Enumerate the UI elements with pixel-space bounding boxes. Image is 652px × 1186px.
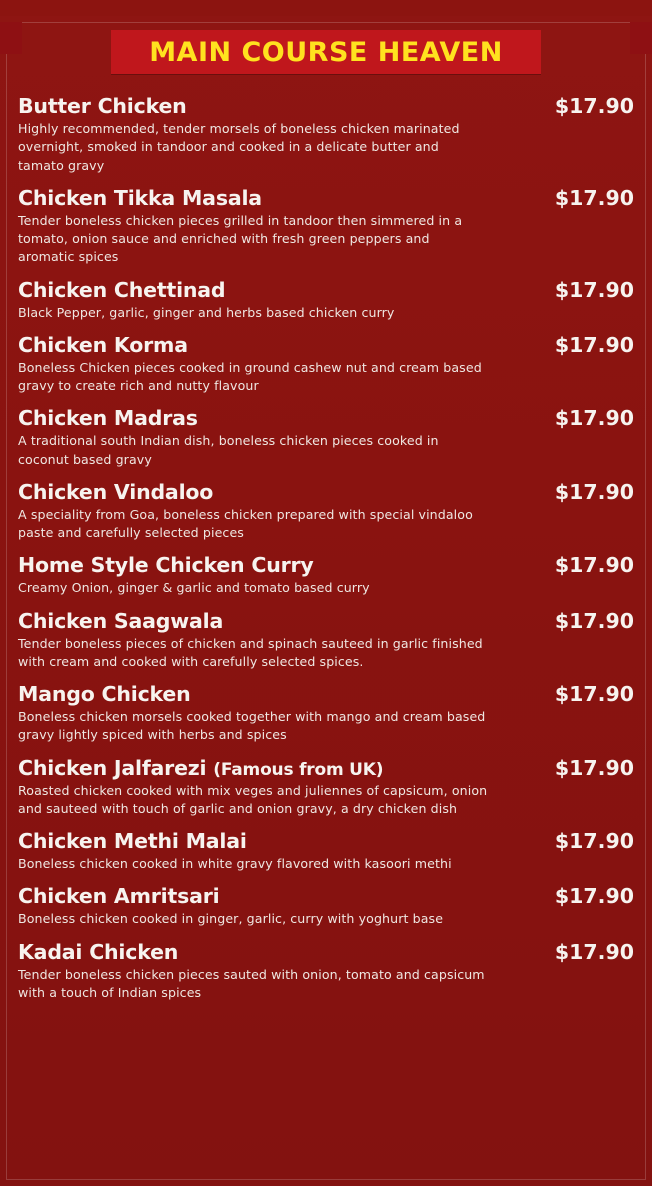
menu-item-name: Chicken Madras [18,406,198,431]
menu-item-price: $17.90 [554,682,634,706]
menu-item-description: Boneless chicken cooked in ginger, garlic, curry with yoghurt base [18,911,444,927]
menu-item-name-text: Chicken Jalfarezi [18,755,207,780]
menu-item-header [18,480,634,504]
menu-item [18,333,634,396]
menu-item-header [18,756,634,780]
menu-item-header [18,406,634,430]
menu-item-price: $17.90 [554,277,634,302]
menu-item-description: Tender boneless pieces of chicken and spinach sauteed in garlic finished with cream and cooked with carefully selected spices. [18,635,483,669]
menu-item-description: A speciality from Goa, boneless chicken prepared with special vindaloo paste and carefully selected pieces [18,506,473,540]
menu-item [18,480,634,543]
menu-item [18,884,634,928]
menu-item [18,186,634,267]
menu-item-price: $17.90 [554,553,634,578]
menu-item-price: $17.90 [554,479,634,504]
menu-item-name-note: (Famous from UK) [213,759,384,780]
menu-item-name: Chicken Vindaloo [18,479,214,504]
ribbon-tail-right-icon [630,22,652,54]
menu-item [18,278,634,322]
menu-item-name: Chicken Methi Malai [18,829,247,854]
menu-item [18,94,634,175]
banner-plate [111,30,541,74]
menu-item-name [18,757,383,780]
menu-item [18,829,634,873]
menu-item-description: Boneless chicken cooked in white gravy flavored with kasoori methi [18,856,452,872]
menu-item [18,756,634,819]
menu-item-header [18,829,634,853]
menu-item-price: $17.90 [554,608,634,633]
menu-item-header [18,940,634,964]
menu-item [18,609,634,672]
menu-item-price: $17.90 [554,755,634,780]
menu-item-description: A traditional south Indian dish, boneless chicken pieces cooked in coconut based gravy [18,433,439,467]
menu-item-description: Creamy Onion, ginger & garlic and tomato based curry [18,580,370,596]
menu-item-price: $17.90 [554,332,634,357]
menu-item [18,553,634,597]
menu-item-name: Chicken Korma [18,332,188,357]
menu-item-price: $17.90 [554,884,634,909]
menu-item-header [18,682,634,706]
menu-item-name: Chicken Chettinad [18,277,226,302]
menu-item-price: $17.90 [554,406,634,431]
menu-item-name: Kadai Chicken [18,939,179,964]
menu-item [18,406,634,469]
menu-item-description: Tender boneless chicken pieces sauted with onion, tomato and capsicum with a touch of Indian spices [18,966,485,1000]
section-title: MAIN COURSE HEAVEN [149,36,503,68]
menu-item-header [18,186,634,210]
section-banner [14,16,638,88]
menu-item-description: Boneless chicken morsels cooked together with mango and cream based gravy lightly spiced with herbs and spices [18,709,486,743]
menu-item-header [18,94,634,118]
menu-page [0,16,652,1186]
menu-item-name: Chicken Amritsari [18,884,220,909]
menu-item-price: $17.90 [554,939,634,964]
menu-item-price: $17.90 [554,94,634,118]
ribbon-tail-left-icon [0,22,22,54]
menu-item-header [18,884,634,908]
menu-item-price: $17.90 [554,829,634,854]
menu-item-description: Boneless Chicken pieces cooked in ground cashew nut and cream based gravy to create rich and nutty flavour [18,359,482,393]
menu-item [18,940,634,1003]
menu-item-description: Black Pepper, garlic, ginger and herbs based chicken curry [18,304,395,320]
menu-item-name: Chicken Tikka Masala [18,185,262,210]
menu-item-header [18,333,634,357]
menu-item-price: $17.90 [554,185,634,210]
menu-item [18,682,634,745]
menu-item-name: Home Style Chicken Curry [18,553,314,578]
menu-item-header [18,278,634,302]
menu-item-description: Highly recommended, tender morsels of boneless chicken marinated overnight, smoked in tandoor and cooked in a delicate butter and tamato gravy [18,121,460,173]
menu-item-list [14,94,638,1002]
menu-item-name: Chicken Saagwala [18,608,224,633]
menu-item-name: Mango Chicken [18,682,191,706]
menu-item-name: Butter Chicken [18,94,187,118]
menu-item-description: Roasted chicken cooked with mix veges and juliennes of capsicum, onion and sauteed with touch of garlic and onion gravy, a dry chicken dish [18,782,488,816]
menu-item-description: Tender boneless chicken pieces grilled in tandoor then simmered in a tomato, onion sauce and enriched with fresh green peppers and aromatic spices [18,212,463,265]
menu-item-header [18,609,634,633]
menu-item-header [18,553,634,577]
